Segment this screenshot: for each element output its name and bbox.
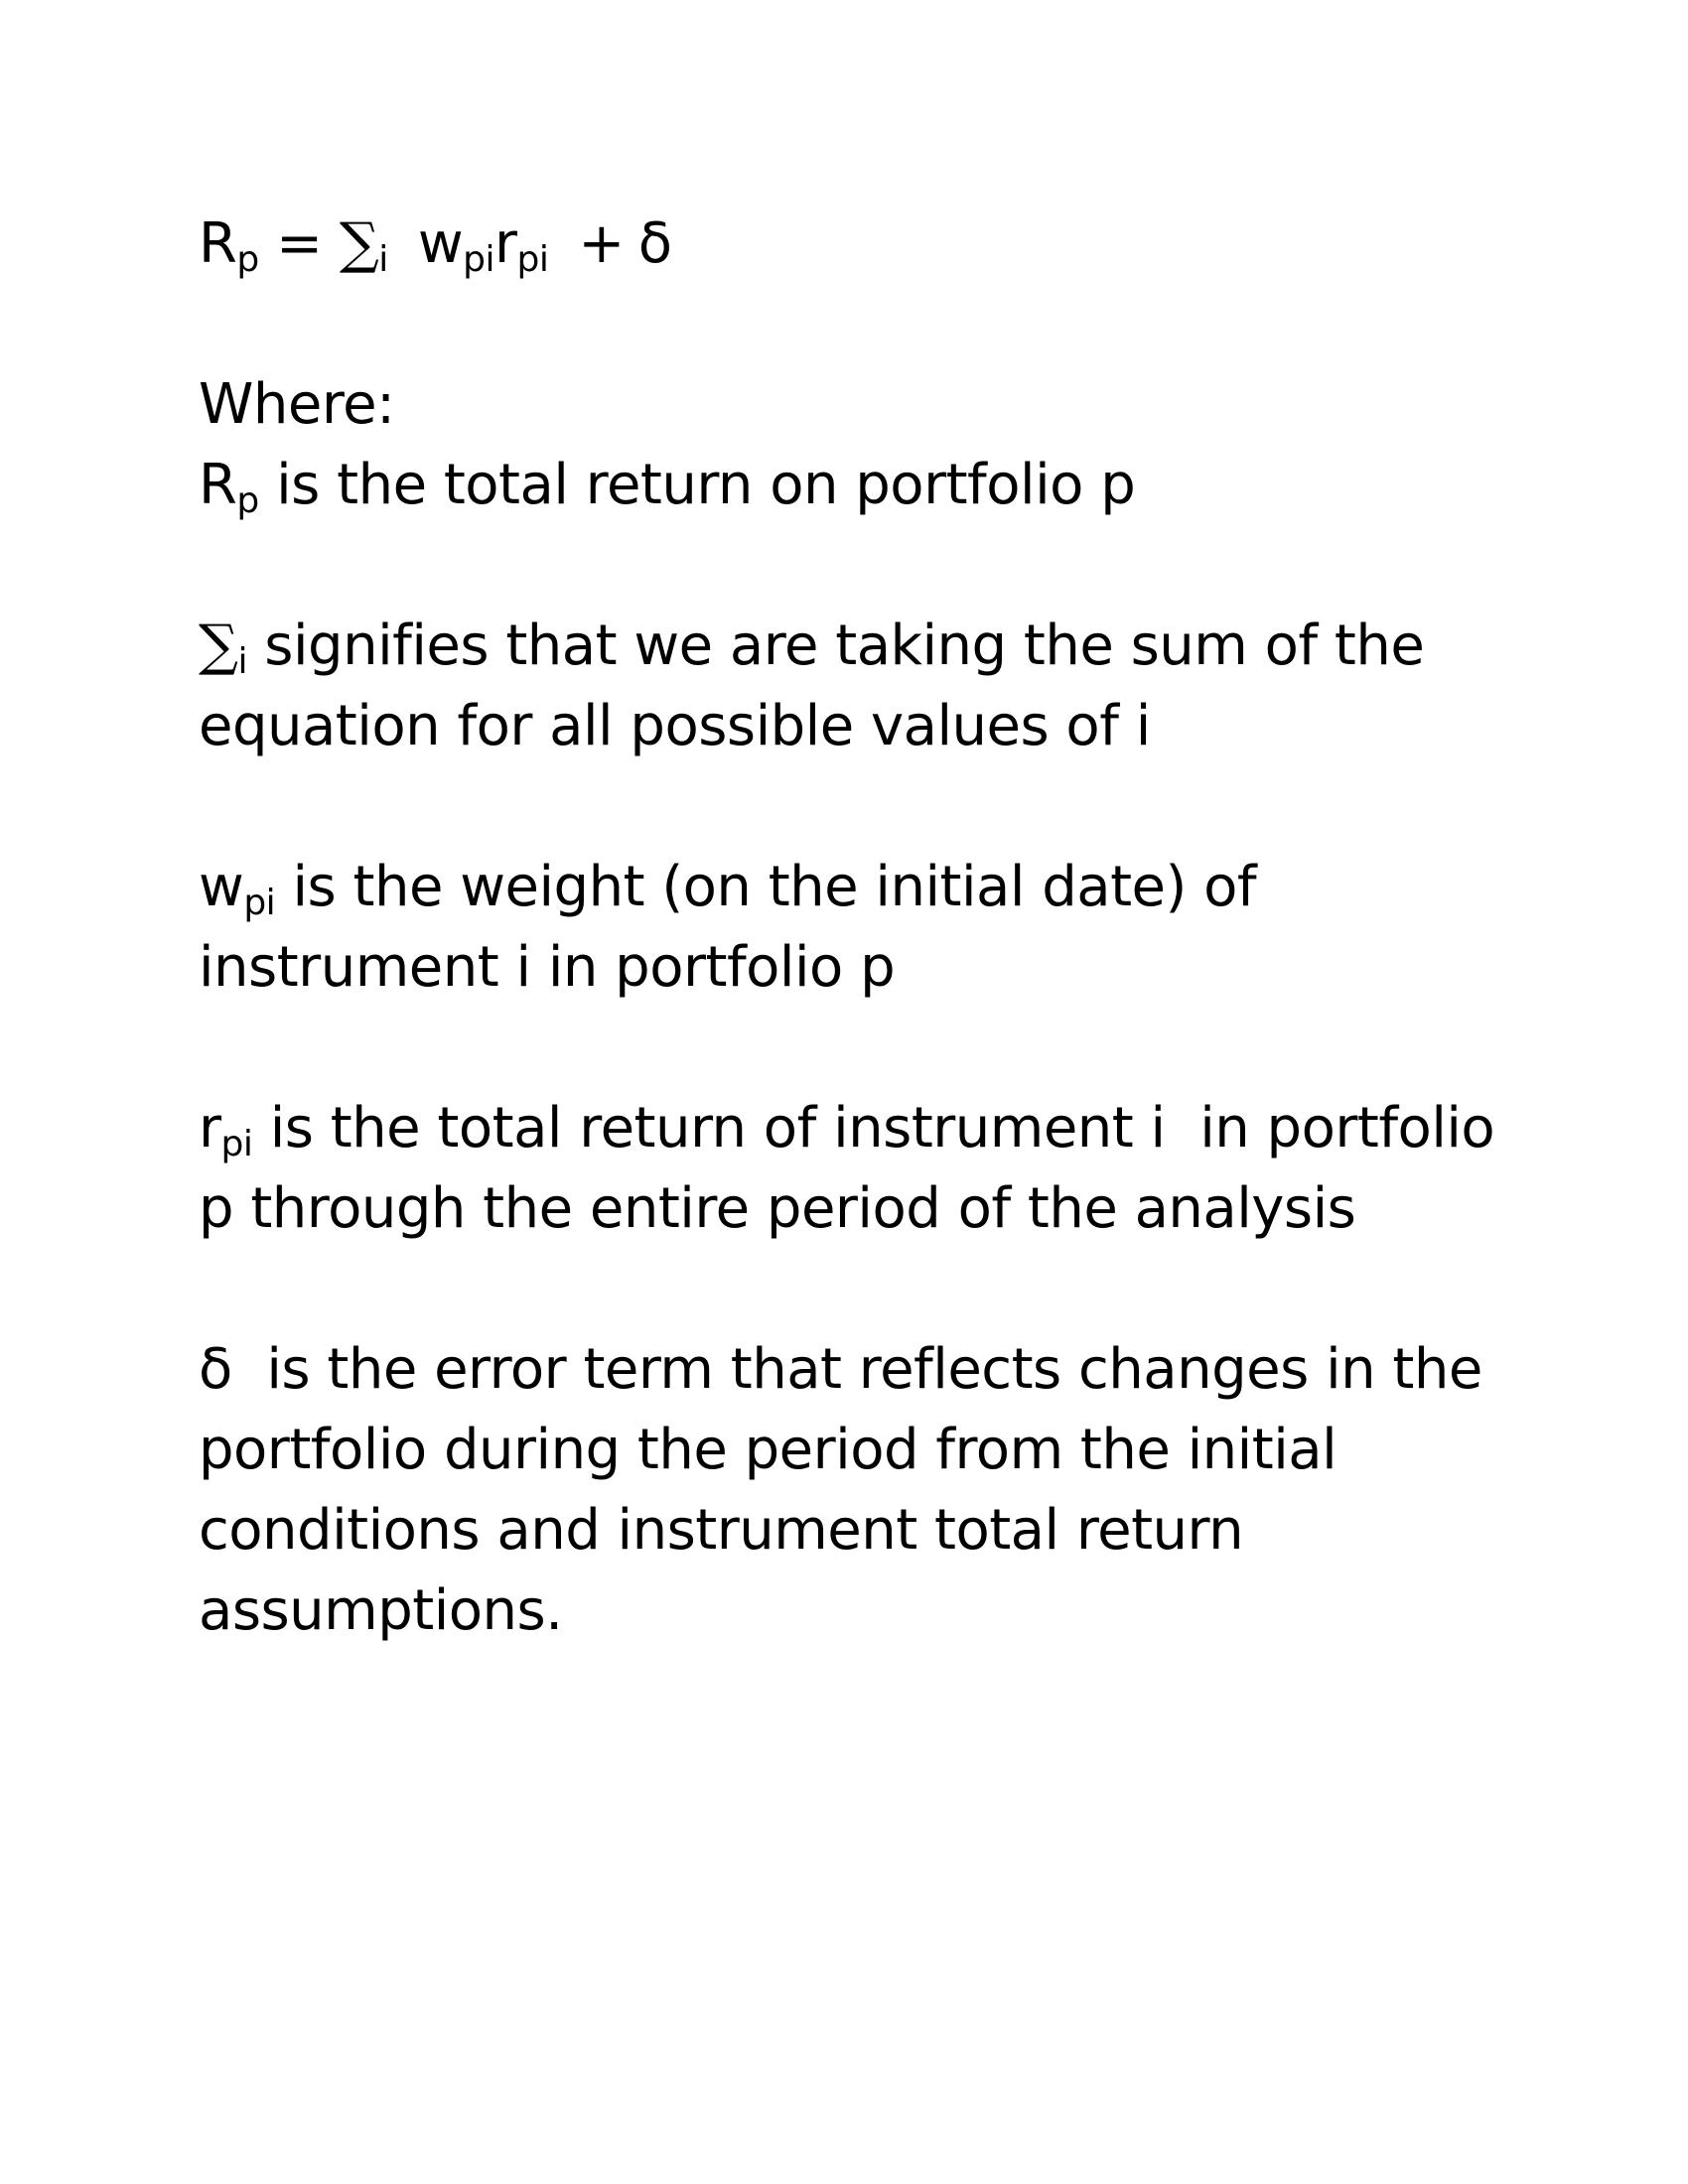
formula-sigma: ∑ — [339, 211, 379, 276]
definition-sigma-line2: equation for all possible values of i — [199, 694, 1151, 758]
definition-r-line2: p through the entire period of the analysis — [199, 1176, 1356, 1241]
document-body — [199, 204, 1509, 1651]
formula-r-subscript: pi — [516, 239, 549, 280]
spacer — [199, 1249, 1509, 1329]
where-label: Where: — [199, 372, 395, 437]
definition-delta-line1 — [199, 1329, 1509, 1410]
formula-equals: = — [258, 211, 340, 276]
definition-delta-symbol: δ — [199, 1337, 232, 1402]
definition-delta-line4: assumptions. — [199, 1578, 563, 1643]
definition-sigma-text-1: signifies that we are taking the sum of the — [247, 614, 1425, 678]
definition-delta-line2: portfolio during the period from the initial — [199, 1418, 1337, 1482]
definition-Rp-subscript: p — [236, 480, 259, 521]
definition-Rp-symbol: R — [199, 453, 237, 517]
spacer — [199, 284, 1509, 364]
definition-w-line1 — [199, 847, 1509, 927]
formula-R-subscript: p — [236, 239, 259, 280]
definition-sigma-subscript: i — [237, 641, 247, 682]
formula-R: R — [199, 211, 237, 276]
definition-r-subscript: pi — [220, 1124, 253, 1164]
definition-Rp-text: is the total return on portfolio p — [258, 453, 1136, 517]
definition-w-symbol: w — [199, 855, 244, 919]
formula-sigma-subscript: i — [378, 239, 388, 280]
definition-Rp — [199, 445, 1509, 525]
definition-w-text-1: is the weight (on the initial date) of — [275, 855, 1257, 919]
definition-r-symbol: r — [199, 1096, 221, 1160]
definition-w-subscript: pi — [243, 883, 276, 923]
spacer — [199, 525, 1509, 606]
definition-delta-text-1: is the error term that reflects changes in the — [231, 1337, 1482, 1402]
definition-r-line1 — [199, 1088, 1509, 1168]
definition-sigma-symbol: ∑ — [199, 614, 238, 678]
formula-delta: δ — [637, 211, 672, 276]
definition-sigma-line1 — [199, 606, 1509, 686]
formula-w-subscript: pi — [463, 239, 494, 280]
definition-w-line2: instrument i in portfolio p — [199, 935, 896, 1000]
definition-r-text-1: is the total return of instrument i in portfolio — [252, 1096, 1495, 1160]
spacer — [199, 1008, 1509, 1088]
formula-line — [199, 204, 1509, 284]
definition-delta-line3: conditions and instrument total return — [199, 1498, 1244, 1563]
formula-plus: + — [578, 211, 625, 276]
spacer — [199, 766, 1509, 847]
formula-w: w — [417, 211, 464, 276]
formula-r: r — [493, 211, 517, 276]
